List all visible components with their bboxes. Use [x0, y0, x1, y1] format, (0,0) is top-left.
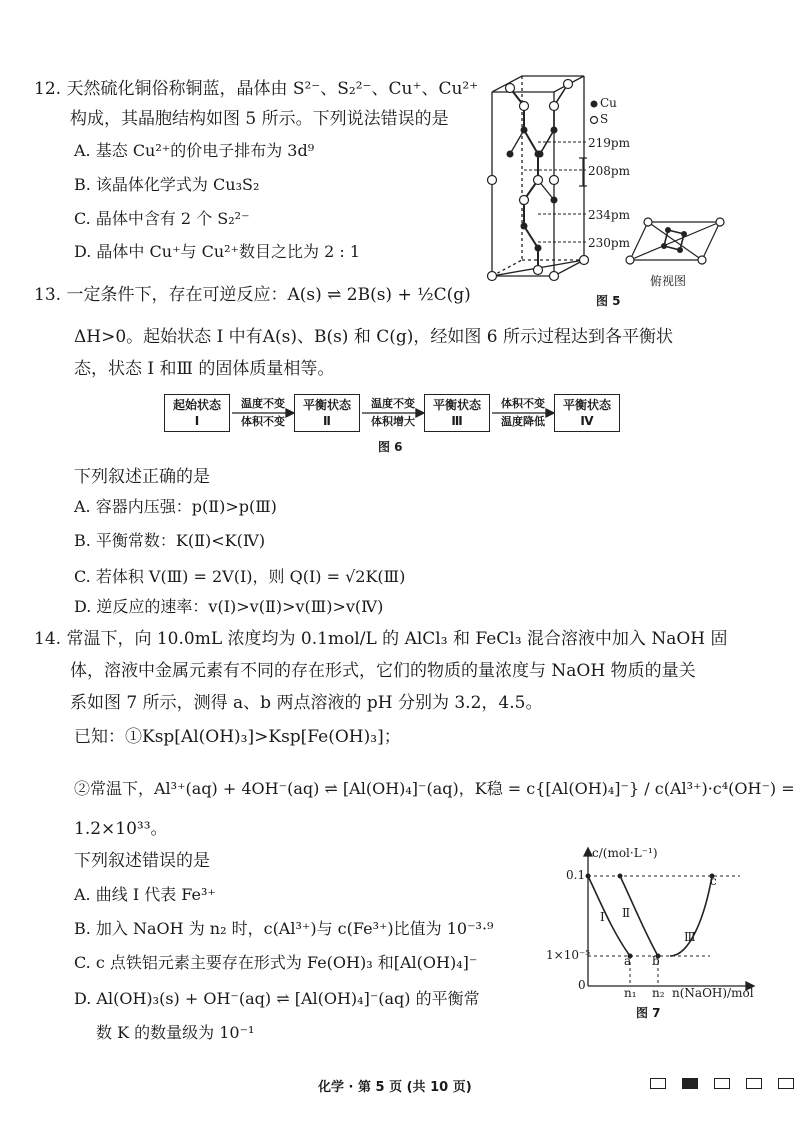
q13-stem-line3: 态，状态 Ⅰ 和Ⅲ 的固体质量相等。 — [74, 359, 335, 379]
q12-option-c: C. 晶体中含有 2 个 S₂²⁻ — [74, 209, 250, 228]
fig5-distance-219: 219pm — [588, 136, 630, 150]
fig6-arrow1-top: 温度不变 — [241, 397, 285, 410]
fig6-arrow3-top: 体积不变 — [501, 397, 545, 410]
q12-option-a: A. 基态 Cu²⁺的价电子排布为 3d⁹ — [74, 141, 315, 160]
fig6-arrow3-bottom: 温度降低 — [501, 415, 545, 428]
q13-question: 下列叙述正确的是 — [74, 467, 210, 487]
fig7-point-c: c — [710, 874, 717, 888]
q14-stem-line1: 14. 常温下，向 10.0mL 浓度均为 0.1mol/L 的 AlCl₃ 和 FeCl₃ 混合溶液中加入 NaOH 固 — [34, 629, 728, 649]
fig7-origin: 0 — [578, 978, 586, 992]
fig5-legend-s: S — [600, 112, 609, 126]
q12-stem-line2: 构成，其晶胞结构如图 5 所示。下列说法错误的是 — [70, 109, 449, 129]
fig7-point-a: a — [624, 954, 632, 968]
q13-stem-line2: ΔH>0。起始状态 Ⅰ 中有A(s)、B(s) 和 C(g)，经如图 6 所示过程达到各平衡状 — [74, 327, 674, 347]
q12-option-d: D. 晶体中 Cu⁺与 Cu²⁺数目之比为 2 : 1 — [74, 242, 361, 261]
q13-stem-line1: 13. 一定条件下，存在可逆反应：A(s) ⇌ 2B(s) + ½C(g) — [34, 285, 471, 305]
fig7-y-tick-low: 1×10⁻⁵ — [546, 948, 591, 962]
fig7-caption: 图 7 — [636, 1006, 661, 1020]
fig7-x-tick-n1: n₁ — [624, 986, 637, 1000]
fig6-caption: 图 6 — [378, 440, 403, 454]
fig5-legend-cu: Cu — [600, 96, 617, 110]
q13-option-c: C. 若体积 V(Ⅲ) = 2V(Ⅰ)，则 Q(Ⅰ) = √2K(Ⅲ) — [74, 567, 406, 586]
page-footer: 化学 · 第 5 页 (共 10 页) — [318, 1080, 472, 1095]
fig6-box-state-2: 平衡状态 Ⅱ — [294, 394, 360, 432]
fig5-caption: 图 5 — [596, 294, 621, 308]
page-marker-5 — [778, 1078, 794, 1089]
fig6-arrow1-bottom: 体积不变 — [241, 415, 285, 428]
q14-option-d-line2: 数 K 的数量级为 10⁻¹ — [96, 1023, 255, 1042]
fig6-arrow2-bottom: 体积增大 — [371, 415, 415, 428]
q14-question: 下列叙述错误的是 — [74, 851, 210, 871]
fig7-curve-3-label: Ⅲ — [684, 930, 696, 944]
q14-option-c: C. c 点铁铝元素主要存在形式为 Fe(OH)₃ 和[Al(OH)₄]⁻ — [74, 953, 478, 972]
fig7-curve-2-label: Ⅱ — [622, 906, 631, 920]
fig5-top-view-label: 俯视图 — [650, 274, 687, 288]
fig7-y-axis-label: c/(mol·L⁻¹) — [592, 846, 658, 860]
q12-option-b: B. 该晶体化学式为 Cu₃S₂ — [74, 175, 260, 194]
fig7-curve-1-label: Ⅰ — [600, 910, 605, 924]
page-marker-3 — [714, 1078, 730, 1089]
fig7-x-axis-label: n(NaOH)/mol — [672, 986, 754, 1000]
q14-stem-line2: 体，溶液中金属元素有不同的存在形式，它们的物质的量浓度与 NaOH 物质的量关 — [70, 661, 696, 681]
q14-option-d-line1: D. Al(OH)₃(s) + OH⁻(aq) ⇌ [Al(OH)₄]⁻(aq) 的平衡常 — [74, 989, 480, 1008]
fig6-arrow2-top: 温度不变 — [371, 397, 415, 410]
page-marker-2 — [682, 1078, 698, 1089]
fig6-box-state-4: 平衡状态 Ⅳ — [554, 394, 620, 432]
q14-option-b: B. 加入 NaOH 为 n₂ 时，c(Al³⁺)与 c(Fe³⁺)比值为 10⁻³·⁹ — [74, 919, 494, 938]
fig5-distance-230: 230pm — [588, 236, 630, 250]
fig7-y-tick-top: 0.1 — [566, 868, 586, 882]
q14-stem-line3: 系如图 7 所示，测得 a、b 两点溶液的 pH 分别为 3.2，4.5。 — [70, 693, 543, 713]
q14-known-2: ②常温下，Al³⁺(aq) + 4OH⁻(aq) ⇌ [Al(OH)₄]⁻(aq)，K稳 = c{[Al(OH)₄]⁻} / c(Al³⁺)·c⁴(OH⁻) = — [74, 779, 795, 798]
page-marker-1 — [650, 1078, 666, 1089]
q13-option-a: A. 容器内压强：p(Ⅱ)>p(Ⅲ) — [74, 497, 277, 516]
fig6-box-state-3: 平衡状态 Ⅲ — [424, 394, 490, 432]
fig6-box-state-1: 起始状态 Ⅰ — [164, 394, 230, 432]
q14-known-1: 已知：①Ksp[Al(OH)₃]>Ksp[Fe(OH)₃]； — [74, 727, 401, 747]
fig5-distance-208: 208pm — [588, 164, 630, 178]
fig5-distance-234: 234pm — [588, 208, 630, 222]
q13-option-b: B. 平衡常数：K(Ⅱ)<K(Ⅳ) — [74, 531, 266, 550]
q13-option-d: D. 逆反应的速率：v(Ⅰ)>v(Ⅱ)>v(Ⅲ)>v(Ⅳ) — [74, 597, 384, 616]
fig7-x-tick-n2: n₂ — [652, 986, 665, 1000]
q14-known-3: 1.2×10³³。 — [74, 819, 168, 839]
page-marker-4 — [746, 1078, 762, 1089]
fig7-point-b: b — [652, 954, 660, 968]
q14-option-a: A. 曲线 Ⅰ 代表 Fe³⁺ — [74, 885, 216, 904]
q12-stem-line1: 12. 天然硫化铜俗称铜蓝，晶体由 S²⁻、S₂²⁻、Cu⁺、Cu²⁺ — [34, 79, 479, 99]
